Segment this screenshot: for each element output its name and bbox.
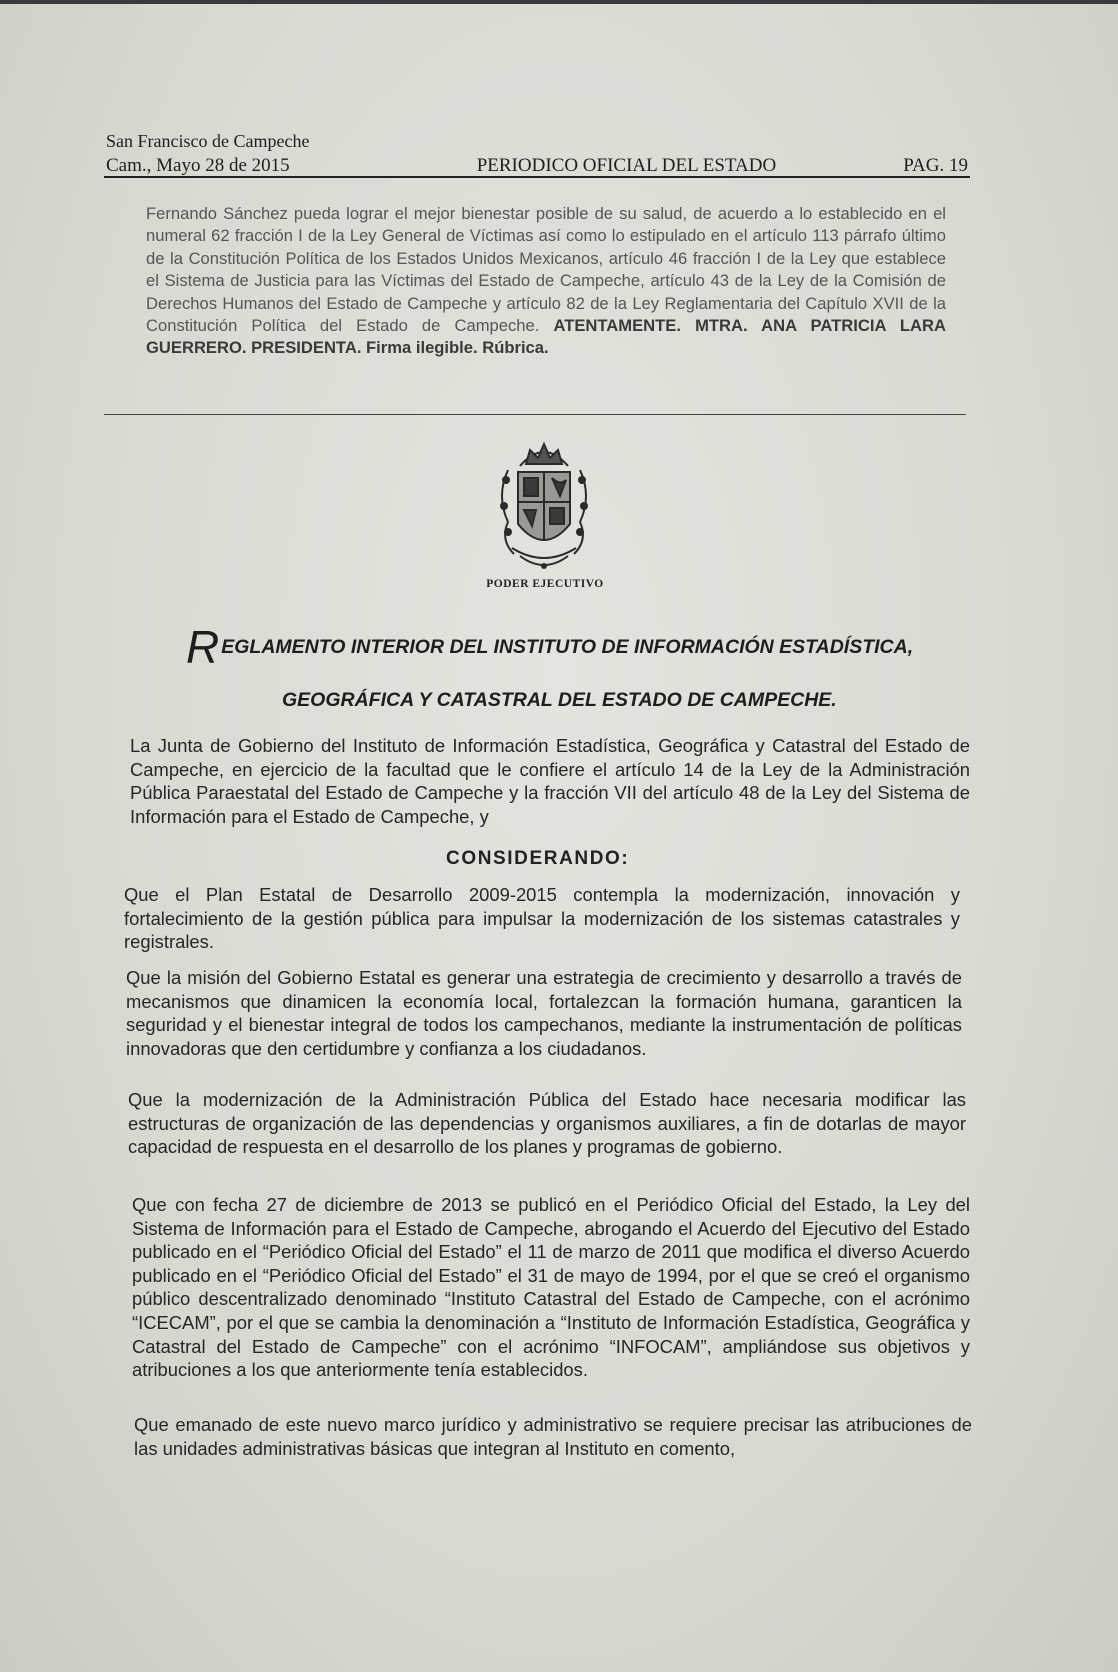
considerando-paragraph-2: Que la misión del Gobierno Estatal es generar una estrategia de crecimiento y desarrollo a través de mecanismos que dinamicen la economía local, fortalezcan la formación humana, garanticen la seguridad y el bienestar integral de todos los campechanos, mediante la instrumentación de políticas innovadoras que den certidumbre y confianza a los ciudadanos.	[126, 967, 962, 1059]
document-title-line-2: GEOGRÁFICA Y CATASTRAL DEL ESTADO DE CAMPECHE.	[282, 689, 837, 711]
previous-notice-signature: ATENTAMENTE. MTRA. ANA PATRICIA LARA GUERRERO. PRESIDENTA. Firma ilegible. Rúbrica.	[146, 316, 947, 358]
emblem-caption: PODER EJECUTIVO	[486, 578, 604, 590]
title-initial: R	[186, 621, 220, 673]
considerando-paragraph-4: Que con fecha 27 de diciembre de 2013 se publicó en el Periódico Oficial del Estado, la Ley del Sistema de Información para el Estado de Campeche, abrogando el Acuerdo del Ejecutivo del Estado publicado en el “Periódico Oficial del Estado” el 11 de marzo de 2011 que modifica el diverso Acuerdo publicado en el “Periódico Oficial del Estado” el 31 de mayo de 1994, por el que se creó el organismo público descentralizado denominado “Instituto Catastral del Estado de Campeche, con el acrónimo “ICECAM”, por el que se cambia la denominación a “Instituto de Información Estadística, Geográfica y Catastral del Estado de Campeche” con el acrónimo “INFOCAM”, ampliándose sus objetivos y atribuciones a los que anteriormente tenía establecidos.	[132, 1194, 970, 1381]
header-date: Cam., Mayo 28 de 2015	[106, 155, 290, 176]
header-publication: PERIODICO OFICIAL DEL ESTADO	[476, 155, 777, 176]
considerando-paragraph-3: Que la modernización de la Administración Pública del Estado hace necesaria modificar las estructuras de organización de las dependencias y organismos auxiliares, a fin de dotarlas de mayor capacidad de respuesta en el desarrollo de los planes y programas de gobierno.	[128, 1089, 966, 1158]
scan-top-edge	[0, 0, 1118, 4]
header-rule	[104, 176, 970, 178]
header-page-number: PAG. 19	[903, 155, 968, 176]
header-city: San Francisco de Campeche	[106, 131, 310, 151]
section-divider	[104, 414, 966, 415]
previous-notice-text: Fernando Sánchez pueda lograr el mejor bienestar posible de su salud, de acuerdo a lo establecido en el numeral 62 fracción I de la Ley General de Víctimas así como lo estipulado en el artículo 113 párrafo último de la Constitución Política de los Estados Unidos Mexicanos, artículo 46 fracción I de la Ley que establece el Sistema de Justicia para las Víctimas del Estado de Campeche, artículo 43 de la Ley de la Comisión de Derechos Humanos del Estado de Campeche y artículo 82 de la Ley Reglamentaria del Capítulo XVII de la Constitución Política del Estado de Campeche.	[146, 204, 946, 336]
previous-notice	[146, 203, 946, 360]
title-line-1-text: EGLAMENTO INTERIOR DEL INSTITUTO DE INFORMACIÓN ESTADÍSTICA,	[221, 636, 914, 658]
considerando-heading: CONSIDERANDO:	[446, 848, 630, 869]
document-title-line-1	[186, 620, 946, 674]
page-header	[106, 130, 968, 178]
coat-of-arms-icon	[490, 436, 598, 576]
considerando-paragraph-5: Que emanado de este nuevo marco jurídico y administrativo se requiere precisar las atribuciones de las unidades administrativas básicas que integran al Instituto en comento,	[134, 1414, 972, 1459]
considerando-paragraph-1: Que el Plan Estatal de Desarrollo 2009-2015 contempla la modernización, innovación y fortalecimiento de la gestión pública para impulsar la modernización de los sistemas catastrales y registrales.	[124, 884, 960, 953]
intro-paragraph: La Junta de Gobierno del Instituto de Información Estadística, Geográfica y Catastral del Estado de Campeche, en ejercicio de la facultad que le confiere el artículo 14 de la Ley de la Administración Pública Paraestatal del Estado de Campeche y la fracción VII del artículo 48 de la Ley del Sistema de Información para el Estado de Campeche, y	[130, 735, 970, 827]
